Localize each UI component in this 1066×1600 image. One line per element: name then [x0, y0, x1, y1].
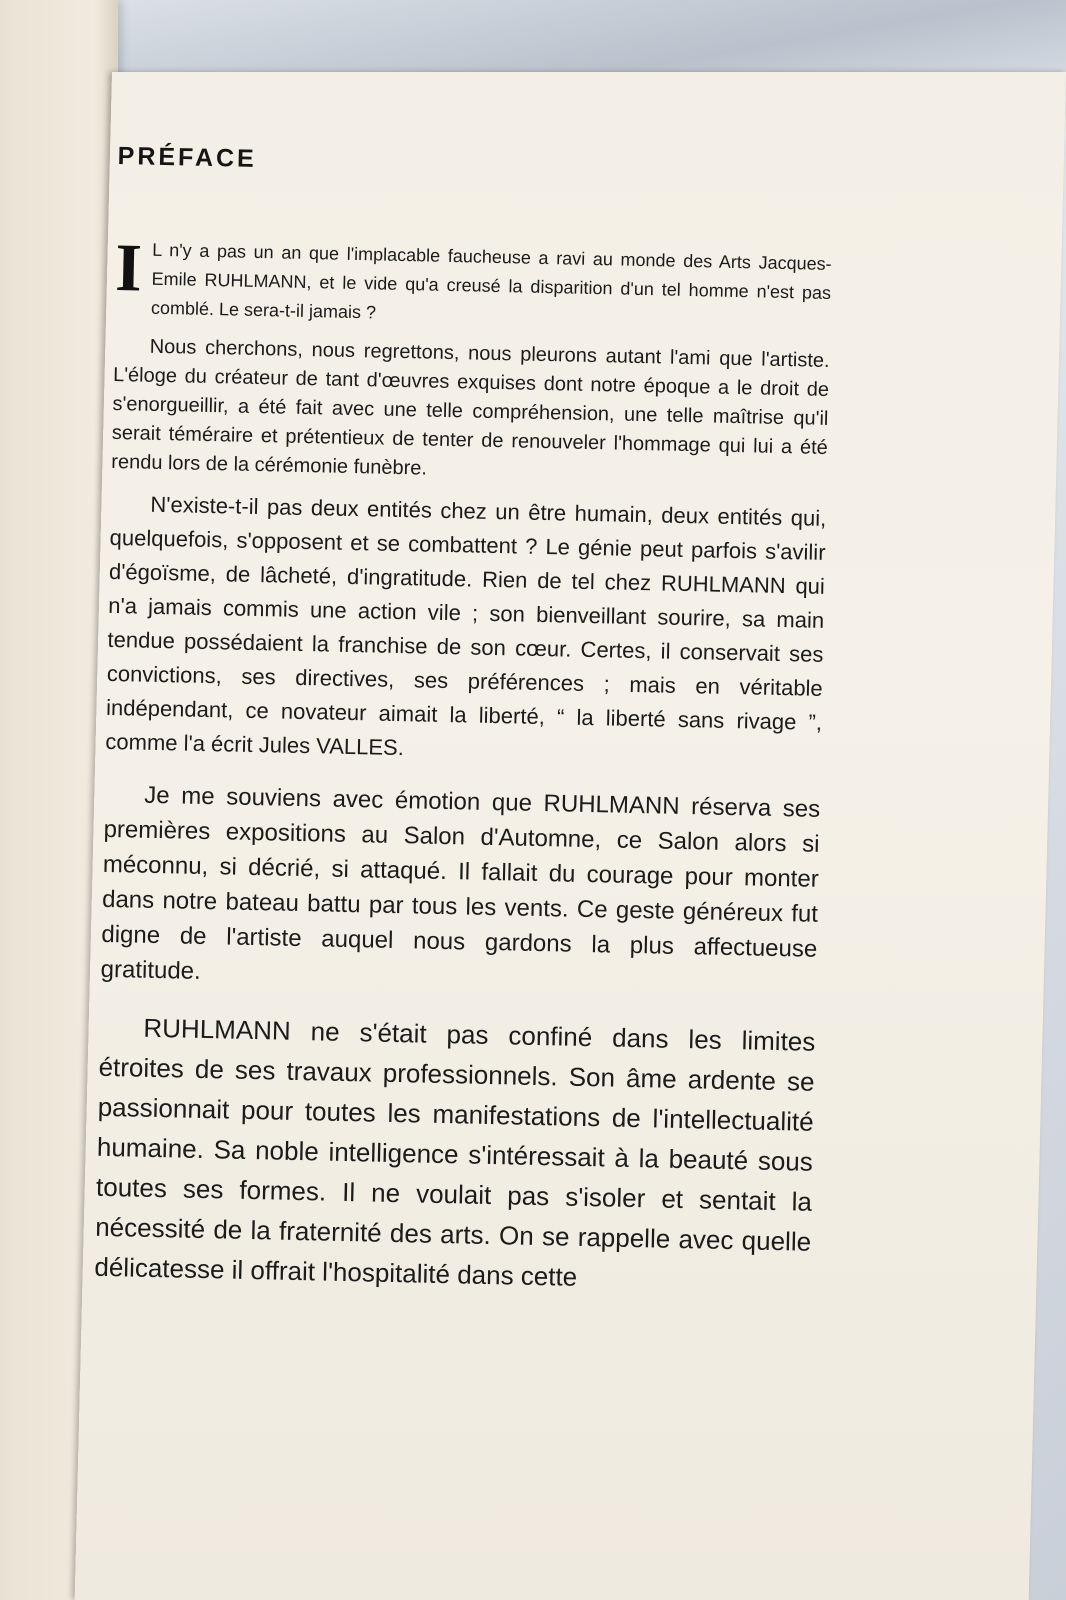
page-title: PRÉFACE [117, 142, 258, 173]
preface-text-block [94, 142, 834, 1312]
paragraph-5: RUHLMANN ne s'était pas confiné dans les limites étroites de ses travaux professionnels. Son âme ardente se passionnait pour toutes les manifestations de l'intellectualité humaine. Sa noble intelligence s'intéressait à la beauté sous toutes ses formes. Il ne voulait pas s'isoler et sentait la nécessité de la fraternité des arts. On se rappelle avec quelle délicatesse il offrait l'hospitalité dans cette [94, 1012, 816, 1292]
paragraph-3: N'existe-t-il pas deux entités chez un être humain, deux entités qui, quelquefois, s'opposent et se combattent ? Le génie peut parfois s'avilir d'égoïsme, de lâcheté, d'ingratitude. Rien de tel chez RUHLMANN qui n'a jamais commis une action vile ; son bienveillant sourire, sa main tendue possédaient la franchise de son cœur. Certes, il conservait ses convictions, ses directives, ses préférences ; mais en véritable indépendant, ce novateur aimait la liberté, “ la liberté sans rivage ”, comme l'a écrit Jules VALLES. [105, 491, 827, 761]
paragraph-2: Nous cherchons, nous regrettons, nous pleurons autant l'ami que l'artiste. L'éloge du créateur de tant d'œuvres exquises dont notre époque a le droit de s'enorgueillir, a été fait avec une telle compréhension, une telle maîtrise qu'il serait téméraire et prétentieux de tenter de renouveler l'hommage qui lui a été rendu lors de la cérémonie funèbre. [111, 335, 830, 480]
paragraph-1-text: L n'y a pas un an que l'implacable faucheuse a ravi au monde des Arts Jacques-Emile RUHLMANN, et le vide qu'a creusé la disparition d'un tel homme n'est pas comblé. Le sera-t-il jamais ? [150, 239, 832, 323]
paragraph-4: Je me souviens avec émotion que RUHLMANN réserva ses premières expositions au Salon d'Automne, ce Salon alors si méconnu, si décrié, si attaqué. Il fallait du courage pour monter dans notre bateau battu par tous les vents. Ce geste généreux fut digne de l'artiste auquel nous gardons la plus affectueuse gratitude. [100, 781, 821, 985]
paragraph-1 [114, 228, 832, 337]
drop-cap: I [114, 228, 143, 306]
